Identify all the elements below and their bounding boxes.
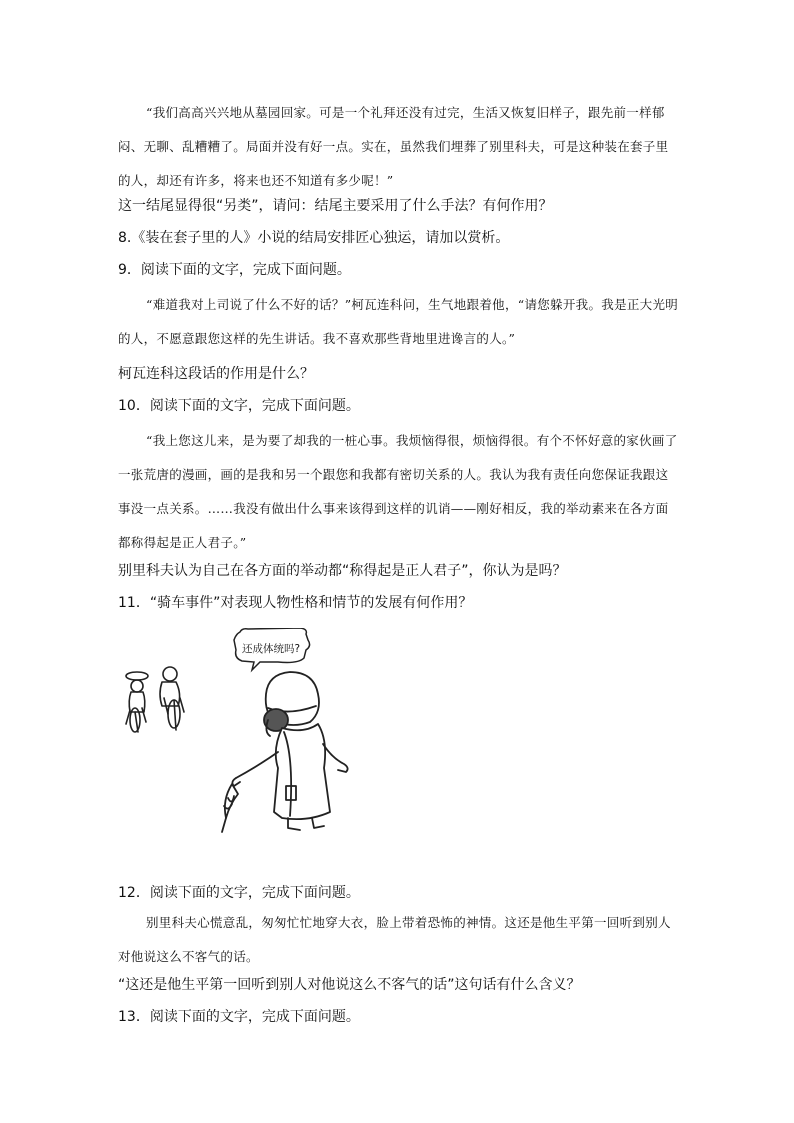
speech-bubble [234,628,310,670]
question-9-prompt: 柯瓦连科这段话的作用是什么？ [118,366,314,382]
passage-belikov-visit: “我上您这儿来，是为要了却我的一桩心事。我烦恼得很，烦恼得很。有个不怀好意的家伙画了一张荒唐的漫画，画的是我和另一个跟您和我都有密切关系的人。我认为我有责任向您保证我跟这事没一点关系。……我没有做出什么事来该得到这样的讥诮——刚好相反，我的举动素来在各方面都称得起是正人君子。” [118,433,678,550]
question-9-heading: 9．阅读下面的文字，完成下面问题。 [118,262,351,278]
question-7-prompt: 这一结尾显得很“另类”，请问：结尾主要采用了什么手法？有何作用？ [118,198,553,214]
belikov-figure [222,672,348,832]
question-12-heading: 12．阅读下面的文字，完成下面问题。 [118,885,360,901]
cartoon-illustration [118,628,358,840]
question-10-heading: 10．阅读下面的文字，完成下面问题。 [118,398,360,414]
question-8: 8.《装在套子里的人》小说的结局安排匠心独运，请加以赏析。 [118,230,510,246]
cyclists-drawing [126,667,184,732]
passage-belikov-fright: 别里科夫心慌意乱，匆匆忙忙地穿大衣，脸上带着恐怖的神情。这还是他生平第一回听到别人对他说这么不客气的话。 [118,915,671,964]
question-12-prompt: “这还是他生平第一回听到别人对他说这么不客气的话”这句话有什么含义？ [118,977,581,993]
passage-ending: “我们高高兴兴地从墓园回家。可是一个礼拜还没有过完，生活又恢复旧样子，跟先前一样郁闷、无聊、乱糟糟了。局面并没有好一点。实在，虽然我们埋葬了别里科夫，可是这种装在套子里的人，却还有许多，将来也还不知道有多少呢！” [118,105,669,188]
passage-kovalenko: “难道我对上司说了什么不好的话？”柯瓦连科问，生气地跟着他，“请您躲开我。我是正大光明的人，不愿意跟您这样的先生讲话。我不喜欢那些背地里进谗言的人。” [118,297,679,346]
bubble-text: 还成体统吗? [241,643,301,655]
question-11: 11．“骑车事件”对表现人物性格和情节的发展有何作用？ [118,595,473,611]
question-10-prompt: 别里科夫认为自己在各方面的举动都“称得起是正人君子”，你认为是吗？ [118,563,567,579]
question-13-heading: 13．阅读下面的文字，完成下面问题。 [118,1009,360,1025]
